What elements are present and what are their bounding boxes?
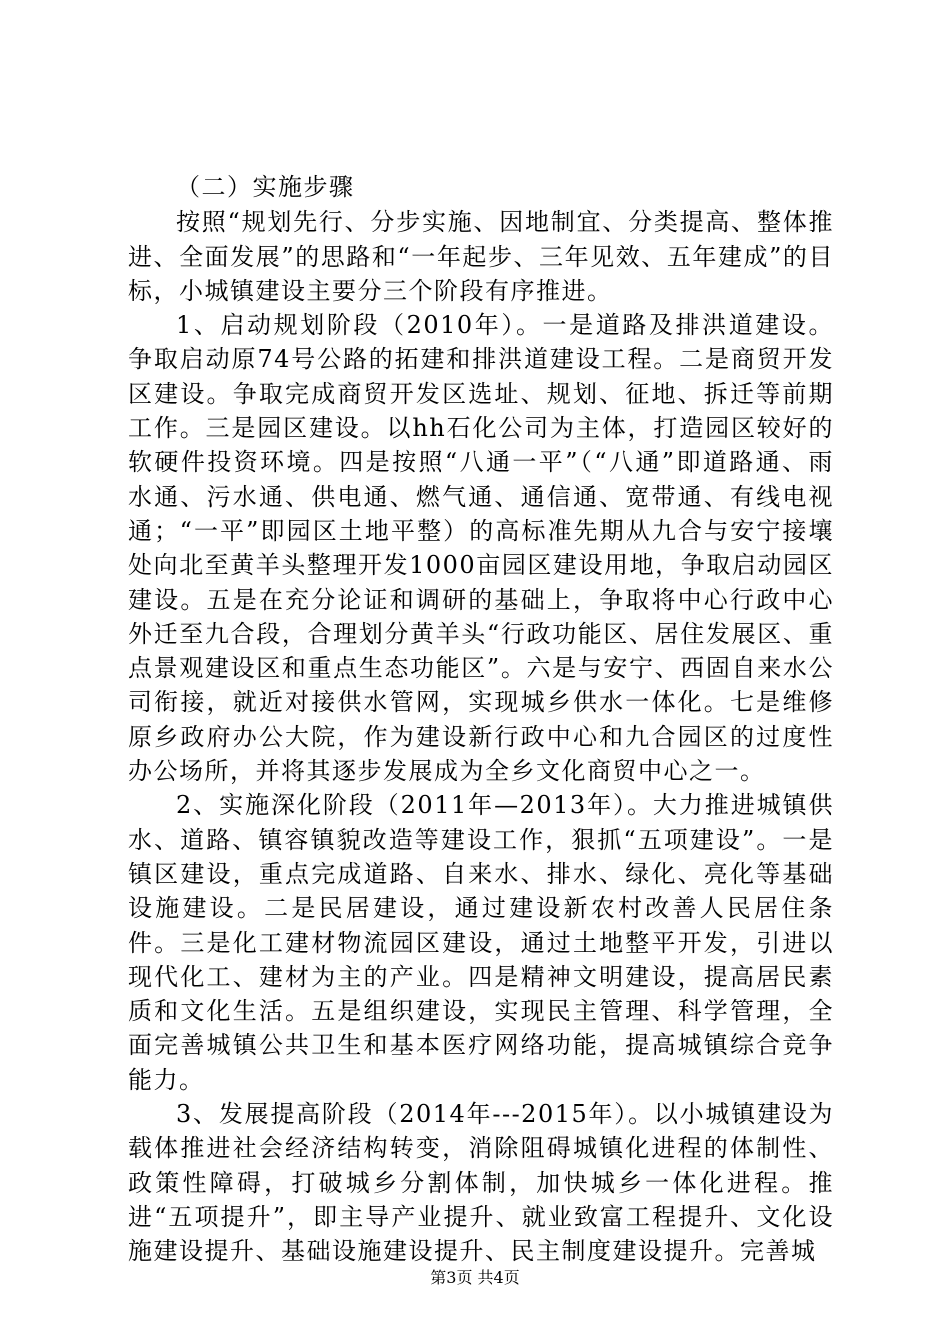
section-heading: （二）实施步骤	[176, 173, 355, 201]
page-number-footer: 第3页 共4页	[430, 1268, 520, 1287]
document-body	[128, 170, 834, 1269]
paragraph-intro: 按照“规划先行、分步实施、因地制宜、分类提高、整体推进、全面发展”的思路和“一年起步、三年见效、五年建成”的目标，小城镇建设主要分三个阶段有序推进。	[128, 208, 834, 305]
paragraph-stage-1: 1、启动规划阶段（2010年）。一是道路及排洪道建设。争取启动原74号公路的拓建和排洪道建设工程。二是商贸开发区建设。争取完成商贸开发区选址、规划、征地、拆迁等前期工作。三是园区建设。以hh石化公司为主体，打造园区较好的软硬件投资环境。四是按照“八通一平”（“八通”即道路通、雨水通、污水通、供电通、燃气通、通信通、宽带通、有线电视通；“一平”即园区土地平整）的高标准先期从九合与安宁接壤处向北至黄羊头整理开发1000亩园区建设用地，争取启动园区建设。五是在充分论证和调研的基础上，争取将中心行政中心外迁至九合段，合理划分黄羊头“行政功能区、居住发展区、重点景观建设区和重点生态功能区”。六是与安宁、西固自来水公司衔接，就近对接供水管网，实现城乡供水一体化。七是维修原乡政府办公大院，作为建设新行政中心和九合园区的过度性办公场所，并将其逐步发展成为全乡文化商贸中心之一。	[128, 311, 834, 786]
paragraph-stage-2: 2、实施深化阶段（2011年—2013年）。大力推进城镇供水、道路、镇容镇貌改造等建设工作，狠抓“五项建设”。一是镇区建设，重点完成道路、自来水、排水、绿化、亮化等基础设施建设。二是民居建设，通过建设新农村改善人民居住条件。三是化工建材物流园区建设，通过土地整平开发，引进以现代化工、建材为主的产业。四是精神文明建设，提高居民素质和文化生活。五是组织建设，实现民主管理、科学管理，全面完善城镇公共卫生和基本医疗网络功能，提高城镇综合竞争能力。	[128, 791, 834, 1094]
paragraph-stage-3: 3、发展提高阶段（2014年---2015年）。以小城镇建设为载体推进社会经济结构转变，消除阻碍城镇化进程的体制性、政策性障碍，打破城乡分割体制，加快城乡一体化进程。推进“五项提升”，即主导产业提升、就业致富工程提升、文化设施建设提升、基础设施建设提升、民主制度建设提升。完善城	[128, 1100, 834, 1266]
